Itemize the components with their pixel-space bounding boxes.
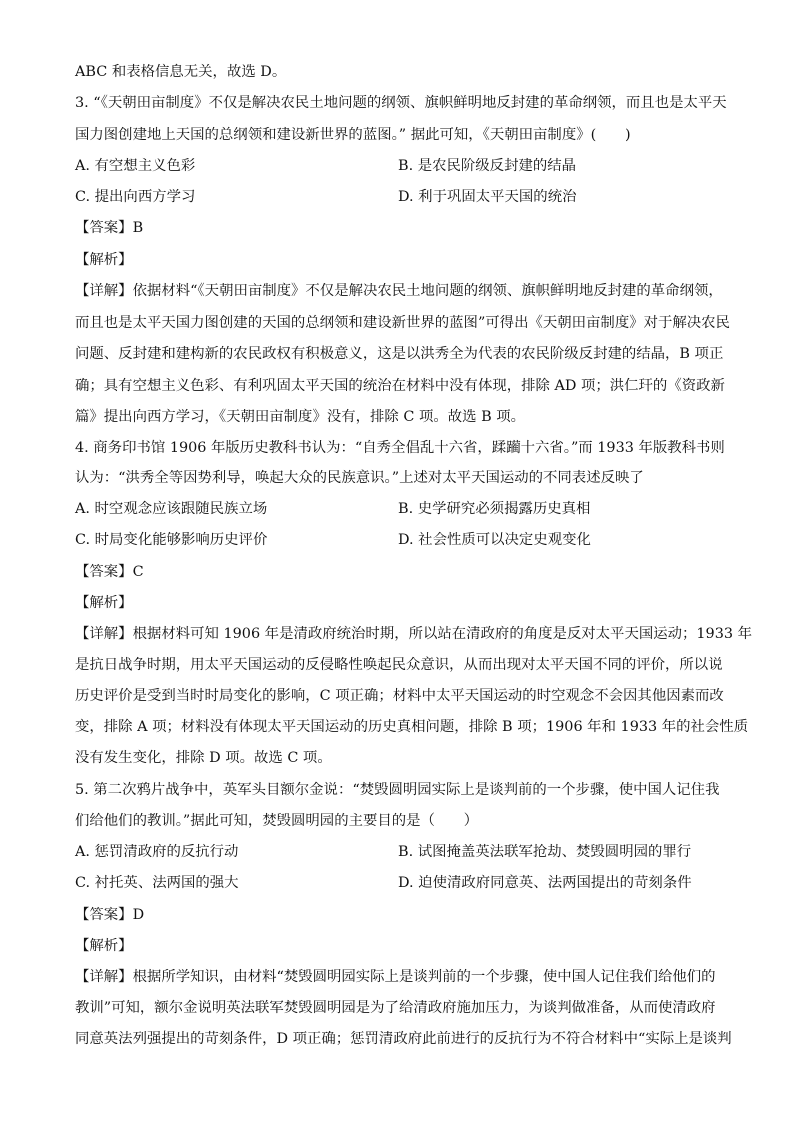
detail-text: 而且也是太平天国力图创建的天国的总纲领和建设新世界的蓝图”可得出《天朝田亩制度》对于解决农民 [75, 315, 730, 331]
answer-label: 【答案】C [75, 564, 144, 580]
detail-text: 确；具有空想主义色彩、有利巩固太平天国的统治在材料中没有体现，排除 AD 项；洪仁玕的《资政新 [75, 378, 725, 394]
detail-text: 变，排除 A 项；材料没有体现太平天国运动的历史真相问题，排除 B 项；1906 年和 1933 年的社会性质 [75, 719, 749, 735]
question-4-option-d: D. 社会性质可以决定史观变化 [398, 532, 591, 548]
detail-text: 问题、反封建和建构新的农民政权有积极意义，这是以洪秀全为代表的农民阶级反封建的结晶，B 项正 [75, 346, 724, 362]
detail-text: 篇》提出向西方学习，《天朝田亩制度》没有，排除 C 项。故选 B 项。 [75, 409, 526, 425]
detail-text: 同意英法列强提出的苛刻条件，D 项正确；惩罚清政府此前进行的反抗行为不符合材料中“实际上是谈判 [75, 1031, 732, 1047]
question-5-option-b: B. 试图掩盖英法联军抢劫、焚毁圆明园的罪行 [398, 844, 692, 860]
question-5-option-a: A. 惩罚清政府的反抗行动 [75, 844, 239, 860]
detail-text: 【详解】根据材料可知 1906 年是清政府统治时期，所以站在清政府的角度是反对太平天国运动；1933 年 [75, 626, 752, 642]
analysis-label: 【解析】 [75, 938, 133, 954]
question-4-stem: 认为：“洪秀全等因势利导，唤起大众的民族意识。”上述对太平天国运动的不同表述反映了 [75, 470, 644, 486]
question-4-option-c: C. 时局变化能够影响历史评价 [75, 532, 268, 548]
question-4-option-b: B. 史学研究必须揭露历史真相 [398, 501, 591, 517]
analysis-label: 【解析】 [75, 595, 133, 611]
question-3-option-b: B. 是农民阶级反封建的结晶 [398, 158, 577, 174]
question-3-option-d: D. 利于巩固太平天国的统治 [398, 189, 577, 205]
detail-text: 【详解】依据材料“《天朝田亩制度》不仅是解决农民土地问题的纲领、旗帜鲜明地反封建的革命纲领， [75, 283, 723, 299]
detail-text: 是抗日战争时期，用太平天国运动的反侵略性唤起民众意识，从而出现对太平天国不同的评价，所以说 [75, 657, 723, 673]
text-line: ABC 和表格信息无关，故选 D。 [75, 64, 287, 80]
question-4-stem: 4. 商务印书馆 1906 年版历史教科书认为：“自秀全倡乱十六省，蹂躏十六省。”而 1933 年版教科书则 [75, 440, 725, 456]
question-3-option-c: C. 提出向西方学习 [75, 189, 196, 205]
analysis-label: 【解析】 [75, 252, 133, 268]
detail-text: 没有发生变化，排除 D 项。故选 C 项。 [75, 750, 332, 766]
answer-label: 【答案】B [75, 220, 144, 236]
detail-text: 【详解】根据所学知识，由材料“焚毁圆明园实际上是谈判前的一个步骤，使中国人记住我们给他们的 [75, 969, 716, 985]
answer-label: 【答案】D [75, 907, 145, 923]
detail-text: 教训”可知，额尔金说明英法联军焚毁圆明园是为了给清政府施加压力，为谈判做准备，从而使清政府 [75, 1000, 716, 1016]
question-5-option-c: C. 衬托英、法两国的强大 [75, 875, 239, 891]
question-5-stem: 们给他们的教训。”据此可知，焚毁圆明园的主要目的是（ ） [75, 813, 479, 829]
question-3-stem: 3. “《天朝田亩制度》不仅是解决农民土地问题的纲领、旗帜鲜明地反封建的革命纲领，而且也是太平天 [75, 95, 727, 111]
question-4-option-a: A. 时空观念应该跟随民族立场 [75, 501, 268, 517]
question-5-stem: 5. 第二次鸦片战争中，英军头目额尔金说：“焚毁圆明园实际上是谈判前的一个步骤，使中国人记住我 [75, 782, 720, 798]
detail-text: 历史评价是受到当时时局变化的影响，C 项正确；材料中太平天国运动的时空观念不会因其他因素而改 [75, 688, 724, 704]
question-3-stem: 国力图创建地上天国的总纲领和建设新世界的蓝图。” 据此可知，《天朝田亩制度》( ) [75, 127, 631, 143]
question-3-option-a: A. 有空想主义色彩 [75, 158, 196, 174]
question-5-option-d: D. 迫使清政府同意英、法两国提出的苛刻条件 [398, 875, 692, 891]
